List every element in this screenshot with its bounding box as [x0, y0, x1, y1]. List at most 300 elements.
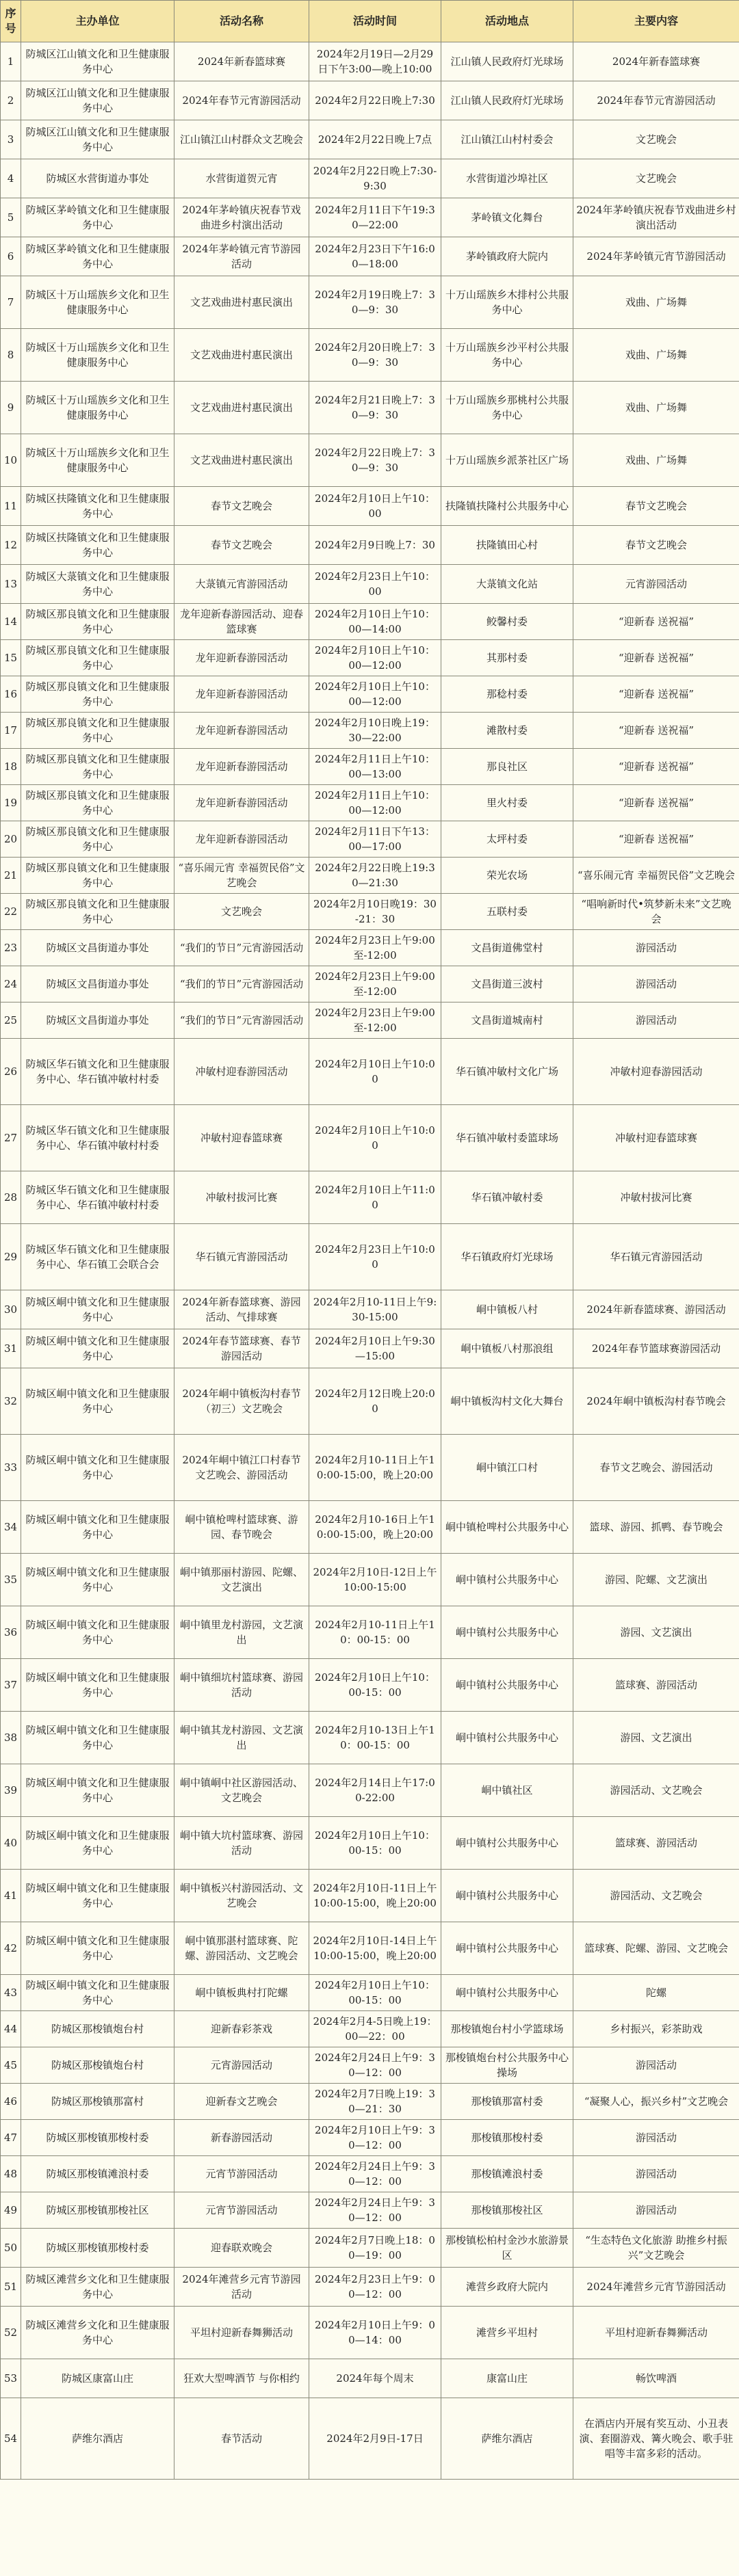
table-row: [1, 713, 739, 749]
cell-activity-time: 2024年2月10日-14日上午10:00-15:00，晚上20:00: [309, 1922, 441, 1975]
cell-activity-place: 滩营乡平坦村: [441, 2307, 573, 2359]
cell-activity-place: 江山镇人民政府灯光球场: [441, 42, 573, 81]
cell-no: 34: [1, 1501, 21, 1554]
cell-organizer: 防城区峒中镇文化和卫生健康服务中心: [21, 1606, 174, 1659]
header-activity-time: 活动时间: [309, 1, 441, 42]
cell-no: 38: [1, 1712, 21, 1764]
table-row: [1, 159, 739, 198]
cell-main-content: 游园、陀螺、文艺演出: [573, 1554, 739, 1606]
cell-activity-name: 元宵游园活动: [174, 2047, 309, 2084]
cell-organizer: 防城区那梭镇那梭社区: [21, 2192, 174, 2229]
cell-organizer: 防城区那梭镇炮台村: [21, 2011, 174, 2047]
cell-main-content: 游园活动: [573, 966, 739, 1002]
cell-activity-place: 茅岭镇文化舞台: [441, 198, 573, 237]
cell-activity-name: 2024年茅岭镇庆祝春节戏曲进乡村演出活动: [174, 198, 309, 237]
cell-activity-name: 迎新春文艺晚会: [174, 2084, 309, 2120]
cell-activity-time: 2024年2月10日上午10：00—14:00: [309, 604, 441, 640]
table-row: [1, 604, 739, 640]
cell-activity-time: 2024年2月24日上午9：30—12：00: [309, 2047, 441, 2084]
cell-no: 10: [1, 434, 21, 487]
cell-organizer: 防城区峒中镇文化和卫生健康服务中心: [21, 1290, 174, 1329]
table-row: [1, 894, 739, 930]
cell-activity-name: 峒中镇枪啤村篮球赛、游园、春节晚会: [174, 1501, 309, 1554]
cell-main-content: 陀螺: [573, 1975, 739, 2011]
cell-main-content: 元宵游园活动: [573, 565, 739, 604]
table-row: [1, 2047, 739, 2084]
cell-organizer: 防城区江山镇文化和卫生健康服务中心: [21, 120, 174, 159]
cell-no: 43: [1, 1975, 21, 2011]
cell-main-content: “迎新春 送祝福”: [573, 713, 739, 749]
cell-organizer: 防城区文昌街道办事处: [21, 966, 174, 1002]
cell-activity-name: 龙年迎新春游园活动: [174, 713, 309, 749]
table-row: [1, 1659, 739, 1712]
cell-activity-name: 2024年峒中镇江口村春节文艺晚会、游园活动: [174, 1435, 309, 1501]
cell-no: 12: [1, 526, 21, 565]
cell-activity-place: 那梭镇炮台村公共服务中心操场: [441, 2047, 573, 2084]
table-row: [1, 640, 739, 676]
cell-organizer: 萨维尔酒店: [21, 2398, 174, 2480]
cell-no: 3: [1, 120, 21, 159]
cell-organizer: 防城区水营街道办事处: [21, 159, 174, 198]
cell-activity-place: 华石镇冲敏村文化广场: [441, 1039, 573, 1105]
cell-no: 51: [1, 2268, 21, 2307]
cell-activity-name: 2024年新春篮球赛: [174, 42, 309, 81]
cell-activity-time: 2024年2月4-5日晚上19：00—22：00: [309, 2011, 441, 2047]
cell-activity-name: 2024年峒中镇板沟村春节（初三）文艺晚会: [174, 1368, 309, 1435]
cell-organizer: 防城区峒中镇文化和卫生健康服务中心: [21, 1817, 174, 1870]
cell-activity-time: 2024年2月10日上午10：00-15：00: [309, 1817, 441, 1870]
cell-no: 13: [1, 565, 21, 604]
table-row: [1, 434, 739, 487]
cell-organizer: 防城区江山镇文化和卫生健康服务中心: [21, 81, 174, 120]
table-row: [1, 1329, 739, 1368]
cell-activity-place: 峒中镇村公共服务中心: [441, 1712, 573, 1764]
table-row: [1, 821, 739, 858]
cell-activity-place: 里火村委: [441, 785, 573, 821]
table-row: [1, 487, 739, 526]
cell-activity-name: 峒中镇细坑村篮球赛、游园活动: [174, 1659, 309, 1712]
cell-activity-name: 2024年茅岭镇元宵节游园活动: [174, 237, 309, 276]
cell-no: 27: [1, 1105, 21, 1171]
cell-activity-name: “我们的节日”元宵游园活动: [174, 966, 309, 1002]
cell-activity-time: 2024年2月23日上午9:00至-12:00: [309, 966, 441, 1002]
table-row: [1, 2084, 739, 2120]
cell-activity-name: 江山镇江山村群众文艺晚会: [174, 120, 309, 159]
cell-activity-time: 2024年2月14日上午17:00-22:00: [309, 1764, 441, 1817]
cell-main-content: “凝聚人心，振兴乡村”文艺晚会: [573, 2084, 739, 2120]
cell-no: 11: [1, 487, 21, 526]
cell-organizer: 防城区那梭镇那富村: [21, 2084, 174, 2120]
cell-organizer: 防城区那良镇文化和卫生健康服务中心: [21, 858, 174, 894]
cell-organizer: 防城区茅岭镇文化和卫生健康服务中心: [21, 237, 174, 276]
cell-activity-place: 那梭镇那梭社区: [441, 2192, 573, 2229]
cell-activity-place: 鲛馨村委: [441, 604, 573, 640]
cell-activity-name: 峒中镇板兴村游园活动、文艺晚会: [174, 1870, 309, 1922]
cell-activity-place: 峒中镇板八村: [441, 1290, 573, 1329]
cell-no: 46: [1, 2084, 21, 2120]
cell-main-content: 冲敏村拔河比赛: [573, 1171, 739, 1224]
cell-organizer: 防城区华石镇文化和卫生健康服务中心、华石镇工会联合会: [21, 1224, 174, 1290]
cell-main-content: 2024年峒中镇板沟村春节晚会: [573, 1368, 739, 1435]
cell-organizer: 防城区那梭镇滩浪村委: [21, 2156, 174, 2192]
cell-activity-name: 峒中镇里龙村游园，文艺演出: [174, 1606, 309, 1659]
table-row: [1, 1712, 739, 1764]
cell-organizer: 防城区十万山瑶族乡文化和卫生健康服务中心: [21, 434, 174, 487]
cell-activity-place: 江山镇江山村村委会: [441, 120, 573, 159]
cell-activity-name: “我们的节日”元宵游园活动: [174, 930, 309, 966]
cell-activity-place: 十万山瑶族乡沙平村公共服务中心: [441, 329, 573, 382]
cell-activity-place: 那梭镇滩浪村委: [441, 2156, 573, 2192]
cell-activity-time: 2024年2月12日晚上20:00: [309, 1368, 441, 1435]
cell-no: 9: [1, 382, 21, 434]
cell-activity-place: 康富山庄: [441, 2359, 573, 2398]
cell-organizer: 防城区大菉镇文化和卫生健康服务中心: [21, 565, 174, 604]
cell-no: 5: [1, 198, 21, 237]
cell-main-content: 冲敏村迎春篮球赛: [573, 1105, 739, 1171]
cell-activity-name: 文艺戏曲进村惠民演出: [174, 382, 309, 434]
cell-activity-time: 2024年2月10日晚19：30-21：30: [309, 894, 441, 930]
cell-main-content: 戏曲、广场舞: [573, 382, 739, 434]
cell-no: 20: [1, 821, 21, 858]
cell-no: 52: [1, 2307, 21, 2359]
table-row: [1, 1501, 739, 1554]
table-header-row: [1, 1, 739, 42]
table-row: [1, 966, 739, 1002]
cell-no: 31: [1, 1329, 21, 1368]
cell-activity-name: 龙年迎新春游园活动: [174, 785, 309, 821]
cell-main-content: 戏曲、广场舞: [573, 329, 739, 382]
cell-activity-place: 大菉镇文化站: [441, 565, 573, 604]
cell-activity-time: 2024年2月9日晚上7：30: [309, 526, 441, 565]
cell-activity-name: 平坦村迎新春舞狮活动: [174, 2307, 309, 2359]
cell-activity-place: 峒中镇村公共服务中心: [441, 1817, 573, 1870]
cell-activity-time: 2024年2月22日晚上7:30-9:30: [309, 159, 441, 198]
cell-no: 16: [1, 676, 21, 713]
cell-no: 24: [1, 966, 21, 1002]
cell-activity-time: 2024年2月10日上午10：00-15：00: [309, 1975, 441, 2011]
cell-no: 18: [1, 749, 21, 785]
cell-no: 35: [1, 1554, 21, 1606]
cell-organizer: 防城区华石镇文化和卫生健康服务中心、华石镇冲敏村村委: [21, 1171, 174, 1224]
cell-no: 28: [1, 1171, 21, 1224]
table-row: [1, 785, 739, 821]
cell-organizer: 防城区那梭镇炮台村: [21, 2047, 174, 2084]
cell-activity-time: 2024年2月10日上午10：00—12:00: [309, 676, 441, 713]
cell-organizer: 防城区峒中镇文化和卫生健康服务中心: [21, 1712, 174, 1764]
cell-activity-name: 2024年春节篮球赛、春节游园活动: [174, 1329, 309, 1368]
cell-activity-time: 2024年2月11日下午19:30—22:00: [309, 198, 441, 237]
cell-main-content: “迎新春 送祝福”: [573, 821, 739, 858]
cell-activity-place: 荣光农场: [441, 858, 573, 894]
cell-main-content: 文艺晚会: [573, 120, 739, 159]
cell-activity-name: 大菉镇元宵游园活动: [174, 565, 309, 604]
cell-activity-name: “我们的节日”元宵游园活动: [174, 1002, 309, 1039]
cell-activity-place: 扶隆镇扶隆村公共服务中心: [441, 487, 573, 526]
cell-main-content: 篮球、游园、抓鸭、春节晚会: [573, 1501, 739, 1554]
cell-activity-name: 峒中镇大坑村篮球赛、游园活动: [174, 1817, 309, 1870]
cell-no: 14: [1, 604, 21, 640]
cell-organizer: 防城区那梭镇那梭村委: [21, 2229, 174, 2268]
cell-activity-time: 2024年2月23日上午10:00: [309, 1224, 441, 1290]
cell-organizer: 防城区扶隆镇文化和卫生健康服务中心: [21, 487, 174, 526]
cell-activity-time: 2024年2月10日上午9：30—12：00: [309, 2120, 441, 2156]
cell-activity-name: 峒中镇其龙村游园、文艺演出: [174, 1712, 309, 1764]
table-row: [1, 42, 739, 81]
table-row: [1, 749, 739, 785]
cell-organizer: 防城区那良镇文化和卫生健康服务中心: [21, 713, 174, 749]
cell-activity-name: “喜乐闹元宵 幸福贺民俗”文艺晚会: [174, 858, 309, 894]
cell-activity-place: 华石镇冲敏村委: [441, 1171, 573, 1224]
cell-main-content: “迎新春 送祝福”: [573, 676, 739, 713]
cell-activity-place: 十万山瑶族乡木排村公共服务中心: [441, 276, 573, 329]
table-row: [1, 2359, 739, 2398]
cell-activity-place: 峒中镇村公共服务中心: [441, 1975, 573, 2011]
cell-main-content: 游园活动: [573, 2156, 739, 2192]
cell-organizer: 防城区那良镇文化和卫生健康服务中心: [21, 604, 174, 640]
cell-activity-time: 2024年2月11日上午10：00—12:00: [309, 785, 441, 821]
cell-activity-place: 那稔村委: [441, 676, 573, 713]
cell-no: 2: [1, 81, 21, 120]
cell-activity-name: 龙年迎新春游园活动: [174, 640, 309, 676]
cell-organizer: 防城区峒中镇文化和卫生健康服务中心: [21, 1554, 174, 1606]
cell-activity-time: 2024年2月10-11日上午10:00-15:00，晚上20:00: [309, 1435, 441, 1501]
cell-no: 49: [1, 2192, 21, 2229]
cell-no: 19: [1, 785, 21, 821]
cell-organizer: 防城区文昌街道办事处: [21, 1002, 174, 1039]
table-row: [1, 1764, 739, 1817]
table-row: [1, 2120, 739, 2156]
cell-activity-time: 2024年2月11日下午13：00—17:00: [309, 821, 441, 858]
cell-main-content: “迎新春 送祝福”: [573, 785, 739, 821]
cell-activity-time: 2024年2月10日上午10:00: [309, 1039, 441, 1105]
table-row: [1, 329, 739, 382]
cell-activity-place: 五联村委: [441, 894, 573, 930]
table-row: [1, 1435, 739, 1501]
cell-no: 33: [1, 1435, 21, 1501]
table-row: [1, 1105, 739, 1171]
cell-activity-time: 2024年2月10日上午9:30—15:00: [309, 1329, 441, 1368]
cell-organizer: 防城区峒中镇文化和卫生健康服务中心: [21, 1870, 174, 1922]
cell-activity-place: 那梭镇炮台村小学篮球场: [441, 2011, 573, 2047]
cell-activity-time: 2024年2月24日上午9：30—12：00: [309, 2192, 441, 2229]
cell-activity-time: 2024年2月24日上午9：30—12：00: [309, 2156, 441, 2192]
table-row: [1, 1002, 739, 1039]
cell-activity-place: 峒中镇村公共服务中心: [441, 1554, 573, 1606]
cell-main-content: “迎新春 送祝福”: [573, 604, 739, 640]
cell-main-content: 在酒店内开展有奖互动、小丑表演、套圈游戏、篝火晚会、歌手驻唱等丰富多彩的活动。: [573, 2398, 739, 2480]
cell-activity-name: 龙年迎新春游园活动、迎春篮球赛: [174, 604, 309, 640]
cell-activity-name: 春节文艺晚会: [174, 526, 309, 565]
table-row: [1, 930, 739, 966]
cell-main-content: 2024年春节篮球赛游园活动: [573, 1329, 739, 1368]
cell-activity-time: 2024年2月23日上午9:00至-12:00: [309, 930, 441, 966]
cell-activity-name: 龙年迎新春游园活动: [174, 749, 309, 785]
cell-activity-place: 十万山瑶族乡派茶社区广场: [441, 434, 573, 487]
cell-activity-name: 2024年春节元宵游园活动: [174, 81, 309, 120]
cell-main-content: 游园活动: [573, 2192, 739, 2229]
cell-no: 53: [1, 2359, 21, 2398]
table-row: [1, 2398, 739, 2480]
cell-no: 25: [1, 1002, 21, 1039]
cell-main-content: 畅饮啤酒: [573, 2359, 739, 2398]
cell-organizer: 防城区峒中镇文化和卫生健康服务中心: [21, 1975, 174, 2011]
cell-no: 42: [1, 1922, 21, 1975]
cell-main-content: “迎新春 送祝福”: [573, 640, 739, 676]
cell-activity-place: 萨维尔酒店: [441, 2398, 573, 2480]
cell-activity-time: 2024年2月10日上午10：00—12:00: [309, 640, 441, 676]
cell-main-content: “生态特色文化旅游 助推乡村振兴”文艺晚会: [573, 2229, 739, 2268]
table-row: [1, 1224, 739, 1290]
cell-main-content: 2024年滩营乡元宵节游园活动: [573, 2268, 739, 2307]
cell-activity-time: 2024年2月22日晚上19:30—21:30: [309, 858, 441, 894]
cell-no: 6: [1, 237, 21, 276]
cell-activity-place: 峒中镇社区: [441, 1764, 573, 1817]
table-row: [1, 1290, 739, 1329]
table-row: [1, 2156, 739, 2192]
cell-main-content: 游园活动: [573, 1002, 739, 1039]
cell-activity-name: 龙年迎新春游园活动: [174, 821, 309, 858]
cell-organizer: 防城区十万山瑶族乡文化和卫生健康服务中心: [21, 382, 174, 434]
cell-activity-time: 2024年2月10-11日上午10：00-15：00: [309, 1606, 441, 1659]
header-activity-place: 活动地点: [441, 1, 573, 42]
cell-main-content: 2024年茅岭镇庆祝春节戏曲进乡村演出活动: [573, 198, 739, 237]
cell-activity-name: 元宵节游园活动: [174, 2192, 309, 2229]
cell-activity-name: 冲敏村迎春游园活动: [174, 1039, 309, 1105]
cell-no: 26: [1, 1039, 21, 1105]
cell-main-content: 戏曲、广场舞: [573, 276, 739, 329]
cell-activity-name: 冲敏村拔河比赛: [174, 1171, 309, 1224]
cell-organizer: 防城区华石镇文化和卫生健康服务中心、华石镇冲敏村村委: [21, 1039, 174, 1105]
cell-activity-time: 2024年2月7日晚上19：30—21：30: [309, 2084, 441, 2120]
cell-activity-place: 茅岭镇政府大院内: [441, 237, 573, 276]
cell-organizer: 防城区滩营乡文化和卫生健康服务中心: [21, 2307, 174, 2359]
cell-no: 37: [1, 1659, 21, 1712]
cell-no: 48: [1, 2156, 21, 2192]
cell-activity-place: 峒中镇村公共服务中心: [441, 1922, 573, 1975]
cell-activity-place: 文昌街道三波村: [441, 966, 573, 1002]
cell-activity-time: 2024年2月10日上午11:00: [309, 1171, 441, 1224]
table-row: [1, 2229, 739, 2268]
cell-activity-place: 那梭镇那富村委: [441, 2084, 573, 2120]
cell-activity-place: 滩散村委: [441, 713, 573, 749]
table-row: [1, 1554, 739, 1606]
cell-no: 7: [1, 276, 21, 329]
table-row: [1, 1870, 739, 1922]
cell-main-content: 游园活动: [573, 2120, 739, 2156]
cell-organizer: 防城区峒中镇文化和卫生健康服务中心: [21, 1329, 174, 1368]
cell-activity-time: 2024年2月19日晚上7：30—9：30: [309, 276, 441, 329]
cell-activity-time: 2024年2月22日晚上7：30—9：30: [309, 434, 441, 487]
cell-main-content: 戏曲、广场舞: [573, 434, 739, 487]
cell-activity-time: 2024年2月23日下午16:00—18:00: [309, 237, 441, 276]
cell-main-content: 2024年春节元宵游园活动: [573, 81, 739, 120]
cell-organizer: 防城区华石镇文化和卫生健康服务中心、华石镇冲敏村村委: [21, 1105, 174, 1171]
cell-activity-time: 2024年2月10日-12日上午10:00-15:00: [309, 1554, 441, 1606]
cell-main-content: 篮球赛、陀螺、游园、文艺晚会: [573, 1922, 739, 1975]
cell-main-content: 文艺晚会: [573, 159, 739, 198]
cell-activity-place: 江山镇人民政府灯光球场: [441, 81, 573, 120]
cell-activity-time: 2024年2月22日晚上7:30: [309, 81, 441, 120]
table-row: [1, 2268, 739, 2307]
cell-activity-name: 峒中镇那湛村篮球赛、陀螺、游园活动、文艺晚会: [174, 1922, 309, 1975]
cell-main-content: 游园活动、文艺晚会: [573, 1764, 739, 1817]
cell-main-content: “迎新春 送祝福”: [573, 749, 739, 785]
cell-main-content: “唱响新时代•筑梦新未来”文艺晚会: [573, 894, 739, 930]
table-row: [1, 1922, 739, 1975]
cell-no: 1: [1, 42, 21, 81]
table-row: [1, 2192, 739, 2229]
cell-main-content: 春节文艺晚会: [573, 487, 739, 526]
table-row: [1, 237, 739, 276]
cell-organizer: 防城区那良镇文化和卫生健康服务中心: [21, 894, 174, 930]
cell-no: 44: [1, 2011, 21, 2047]
cell-main-content: 春节文艺晚会: [573, 526, 739, 565]
table-row: [1, 1975, 739, 2011]
cell-activity-name: 峒中镇那丽村游园、陀螺、文艺演出: [174, 1554, 309, 1606]
cell-activity-place: 扶隆镇田心村: [441, 526, 573, 565]
cell-activity-name: 春节文艺晚会: [174, 487, 309, 526]
table-row: [1, 120, 739, 159]
cell-no: 30: [1, 1290, 21, 1329]
cell-main-content: 春节文艺晚会、游园活动: [573, 1435, 739, 1501]
cell-activity-time: 2024年2月7日晚上18：00—19：00: [309, 2229, 441, 2268]
table-row: [1, 676, 739, 713]
cell-activity-time: 2024年2月10日上午9：00—14：00: [309, 2307, 441, 2359]
cell-no: 17: [1, 713, 21, 749]
cell-activity-name: 文艺戏曲进村惠民演出: [174, 434, 309, 487]
cell-no: 36: [1, 1606, 21, 1659]
cell-activity-name: 迎新春彩茶戏: [174, 2011, 309, 2047]
cell-main-content: 2024年新春篮球赛、游园活动: [573, 1290, 739, 1329]
cell-activity-name: 峒中镇板典村打陀螺: [174, 1975, 309, 2011]
cell-main-content: “喜乐闹元宵 幸福贺民俗”文艺晚会: [573, 858, 739, 894]
table-row: [1, 1606, 739, 1659]
cell-no: 32: [1, 1368, 21, 1435]
cell-activity-time: 2024年2月23日上午9:00至-12:00: [309, 1002, 441, 1039]
header-organizer: 主办单位: [21, 1, 174, 42]
cell-no: 45: [1, 2047, 21, 2084]
cell-main-content: 篮球赛、游园活动: [573, 1817, 739, 1870]
cell-activity-time: 2024年2月10日上午10:00: [309, 1105, 441, 1171]
cell-organizer: 防城区文昌街道办事处: [21, 930, 174, 966]
cell-organizer: 防城区那良镇文化和卫生健康服务中心: [21, 749, 174, 785]
cell-organizer: 防城区峒中镇文化和卫生健康服务中心: [21, 1659, 174, 1712]
cell-activity-time: 2024年2月10日晚上19：30—22:00: [309, 713, 441, 749]
cell-main-content: 冲敏村迎春游园活动: [573, 1039, 739, 1105]
cell-activity-time: 2024年2月10日上午10：00-15：00: [309, 1659, 441, 1712]
cell-main-content: 华石镇元宵游园活动: [573, 1224, 739, 1290]
cell-no: 39: [1, 1764, 21, 1817]
cell-no: 54: [1, 2398, 21, 2480]
cell-activity-place: 峒中镇村公共服务中心: [441, 1870, 573, 1922]
cell-activity-place: 峒中镇板八村那浪组: [441, 1329, 573, 1368]
cell-organizer: 防城区峒中镇文化和卫生健康服务中心: [21, 1435, 174, 1501]
cell-activity-place: 那梭镇松柏村金沙水旅游景区: [441, 2229, 573, 2268]
cell-organizer: 防城区茅岭镇文化和卫生健康服务中心: [21, 198, 174, 237]
cell-no: 4: [1, 159, 21, 198]
cell-no: 40: [1, 1817, 21, 1870]
cell-main-content: 游园、文艺演出: [573, 1712, 739, 1764]
cell-no: 50: [1, 2229, 21, 2268]
cell-activity-place: 那梭镇那梭村委: [441, 2120, 573, 2156]
cell-activity-time: 2024年每个周末: [309, 2359, 441, 2398]
cell-activity-time: 2024年2月23日上午9：00—12：00: [309, 2268, 441, 2307]
cell-organizer: 防城区扶隆镇文化和卫生健康服务中心: [21, 526, 174, 565]
header-main-content: 主要内容: [573, 1, 739, 42]
cell-activity-name: 2024年滩营乡元宵节游园活动: [174, 2268, 309, 2307]
cell-activity-name: 水营街道贺元宵: [174, 159, 309, 198]
table-row: [1, 526, 739, 565]
